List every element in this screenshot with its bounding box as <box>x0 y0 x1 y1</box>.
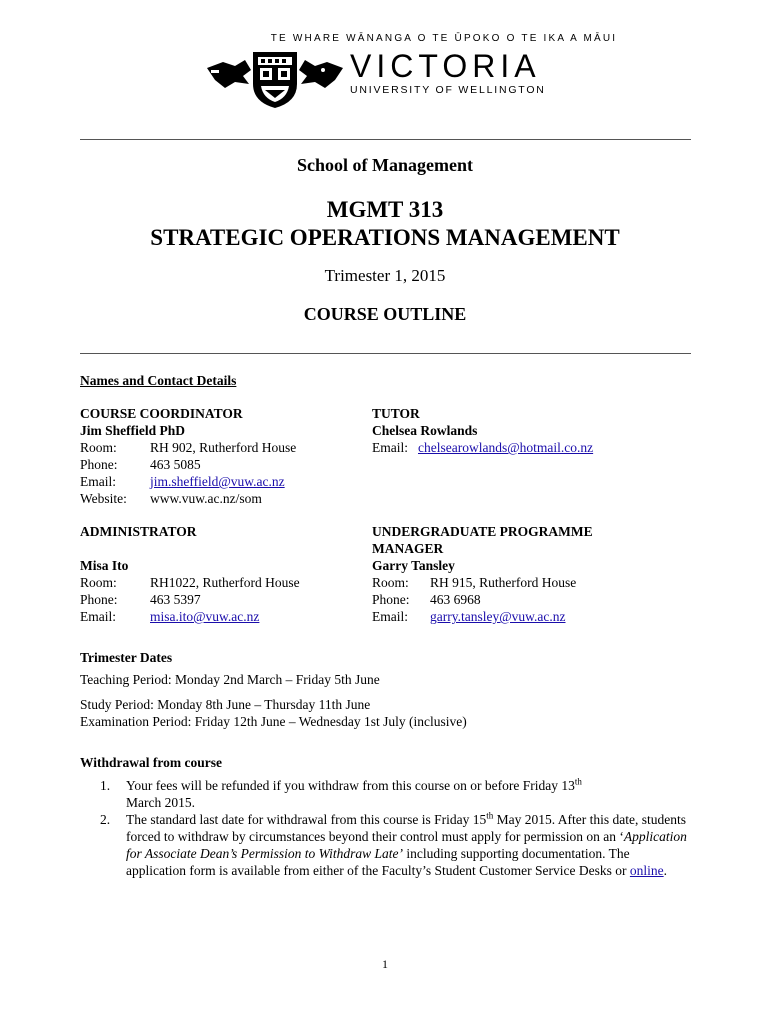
header-divider <box>80 139 691 140</box>
brand-name: VICTORIA <box>350 48 541 84</box>
manager-email-link[interactable]: garry.tansley@vuw.ac.nz <box>430 609 566 624</box>
tutor-role: TUTOR <box>372 406 420 421</box>
administrator-room: RH1022, Rutherford House <box>150 575 300 590</box>
withdrawal-item-2-part-a: The standard last date for withdrawal from this course is Friday 15 <box>126 812 487 827</box>
title-divider <box>80 353 691 354</box>
withdrawal-item-2-part-d: . <box>663 863 668 878</box>
withdrawal-item-2-sup: th <box>486 810 494 821</box>
course-title: STRATEGIC OPERATIONS MANAGEMENT <box>150 225 620 250</box>
trimester: Trimester 1, 2015 <box>324 266 446 285</box>
withdrawal-item-2-number: 2. <box>100 812 111 827</box>
withdrawal-item-1 <box>100 777 690 811</box>
administrator-phone-label: Phone: <box>80 592 118 607</box>
school-name: School of Management <box>297 155 473 175</box>
trimester-dates-heading: Trimester Dates <box>80 650 173 665</box>
coordinator-room-label: Room: <box>80 440 117 455</box>
coordinator-phone: 463 5085 <box>150 457 201 472</box>
administrator-room-label: Room: <box>80 575 117 590</box>
withdrawal-item-2-part-c: including supporting documentation. The application form is available from either of the Faculty’s Student Customer Service Desks or <box>126 846 630 878</box>
manager-room: RH 915, Rutherford House <box>430 575 577 590</box>
withdrawal-item-2-text <box>126 811 690 879</box>
manager-room-label: Room: <box>372 575 409 590</box>
tutor-email-label: Email: <box>372 440 408 455</box>
brand-subtitle: UNIVERSITY OF WELLINGTON <box>350 84 546 96</box>
withdrawal-item-1-sup: th <box>574 776 582 787</box>
coordinator-role: COURSE COORDINATOR <box>80 406 243 421</box>
manager-role-line1: UNDERGRADUATE PROGRAMME <box>372 524 593 539</box>
manager-name: Garry Tansley <box>372 558 455 573</box>
examination-period: Examination Period: Friday 12th June – Wednesday 1st July (inclusive) <box>80 714 467 729</box>
coordinator-email-link[interactable]: jim.sheffield@vuw.ac.nz <box>150 474 285 489</box>
study-period: Study Period: Monday 8th June – Thursday 11th June <box>80 697 371 712</box>
university-crest-icon <box>205 48 345 114</box>
administrator-phone: 463 5397 <box>150 592 201 607</box>
administrator-role: ADMINISTRATOR <box>80 524 197 539</box>
university-motto: TE WHARE WĀNANGA O TE ŪPOKO O TE IKA A MĀUI <box>270 33 618 44</box>
administrator-name: Misa Ito <box>80 558 129 573</box>
university-wordmark <box>350 50 546 96</box>
contacts-heading: Names and Contact Details <box>80 373 237 388</box>
coordinator-name: Jim Sheffield PhD <box>80 423 186 438</box>
withdrawal-item-2 <box>100 811 690 879</box>
tutor-email-link[interactable]: chelsearowlands@hotmail.co.nz <box>418 440 594 455</box>
manager-role-line2: MANAGER <box>372 541 444 556</box>
withdrawal-item-1-number: 1. <box>100 778 111 793</box>
coordinator-phone-label: Phone: <box>80 457 118 472</box>
manager-phone-label: Phone: <box>372 592 410 607</box>
manager-phone: 463 6968 <box>430 592 481 607</box>
document-type: COURSE OUTLINE <box>303 304 467 324</box>
withdrawal-item-1-part-b: March 2015. <box>126 795 195 810</box>
withdrawal-form-title: Application for Associate Dean’s Permission to Withdraw Late’ <box>126 829 687 861</box>
teaching-period: Teaching Period: Monday 2nd March – Friday 5th June <box>80 672 380 687</box>
administrator-email-label: Email: <box>80 609 116 624</box>
coordinator-room: RH 902, Rutherford House <box>150 440 297 455</box>
coordinator-email-label: Email: <box>80 474 116 489</box>
coordinator-website-label: Website: <box>80 491 127 506</box>
withdrawal-item-1-part-a: Your fees will be refunded if you withdraw from this course on or before Friday 13 <box>126 778 575 793</box>
administrator-email-link[interactable]: misa.ito@vuw.ac.nz <box>150 609 260 624</box>
coordinator-website: www.vuw.ac.nz/som <box>150 491 262 506</box>
online-link[interactable]: online <box>629 863 664 878</box>
manager-email-label: Email: <box>372 609 408 624</box>
course-code: MGMT 313 <box>326 197 444 222</box>
page-number: 1 <box>382 957 388 971</box>
tutor-name: Chelsea Rowlands <box>372 423 478 438</box>
withdrawal-item-2-part-b: May 2015. After this date, students forced to withdraw by circumstances beyond their control must apply for permission on an ‘ <box>126 812 687 844</box>
withdrawal-heading: Withdrawal from course <box>80 755 222 770</box>
withdrawal-item-1-text <box>126 777 690 811</box>
